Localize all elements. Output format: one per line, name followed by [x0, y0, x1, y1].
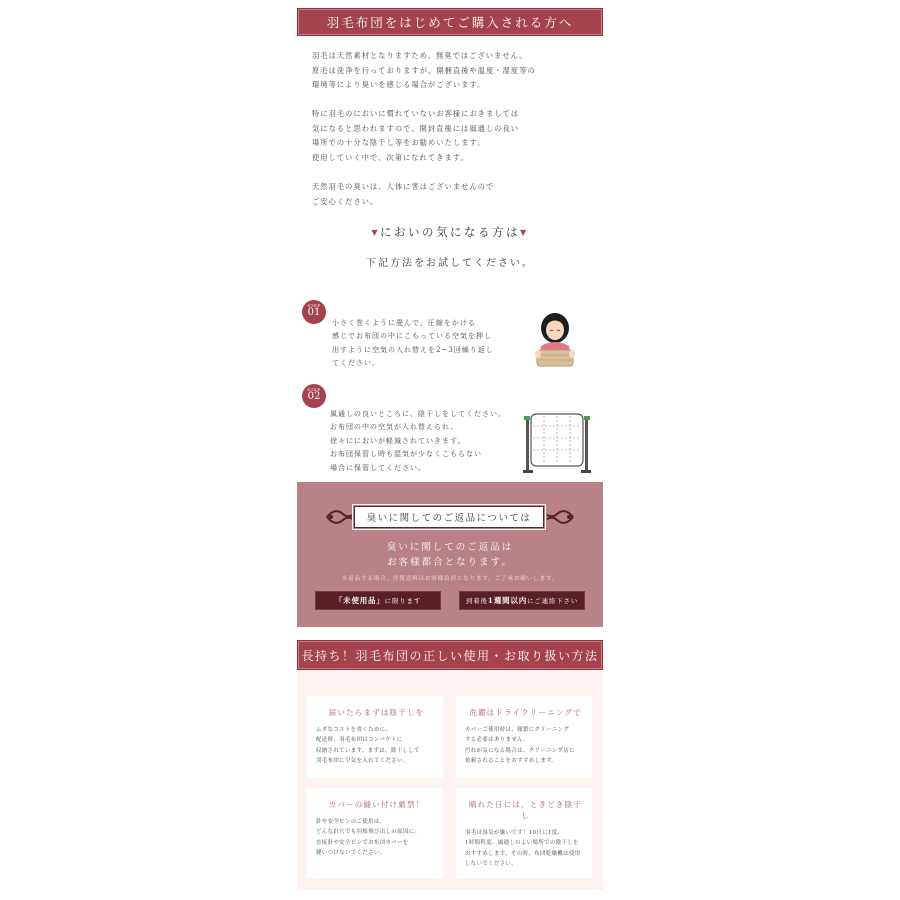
intro-paragraph: 特に羽毛のにおいに慣れていないお客様におきましては 気になると思われますので、開封直後には風通しの良い 場所での十分な陰干し等をお勧めいたします。 使用していく中で、次第になれてきます。	[312, 109, 520, 163]
smell-title-text: においの気になる方は	[380, 224, 520, 239]
page-column	[297, 8, 603, 867]
return-policy-line: お客様都合となります。	[387, 557, 513, 568]
intro-text	[297, 36, 603, 209]
step-badge-label: STEP	[307, 387, 321, 392]
within-week-bold: 1週間以内	[487, 596, 527, 605]
care-card-body: ムダなコストを省くために、 配送時、羽毛布団はコンパクトに 収納されています。まずは、陰干しして 羽毛布団に空気を入れてください。	[316, 727, 420, 764]
step-text: 風通しの良いところに、陰干しをしてください。 お布団の中の空気が入れ替えられ、 徐々ににおいが軽減されていきます。 お布団保管し時も湿気が少なくこもらない 場合に保管してください。	[330, 410, 506, 472]
section-title: 羽毛布団をはじめてご購入される方へ	[326, 15, 574, 30]
care-card	[307, 788, 443, 878]
smell-subtitle: 下記方法をお試してください。	[366, 257, 534, 269]
care-card	[456, 788, 592, 878]
step-badge-label: STEP	[307, 303, 321, 308]
intro-paragraph: 天然羽毛の臭いは、人体に害はございませんので ご安心ください。	[312, 182, 495, 206]
woman-folding-futon-illustration	[529, 308, 581, 376]
care-card	[307, 696, 443, 778]
return-policy-banner: 臭いに関してのご返品については	[354, 506, 544, 528]
step-badge-number: 01	[307, 307, 321, 318]
unused-only-label	[315, 591, 441, 610]
smell-title	[297, 224, 603, 240]
unused-only-rest: に限ります	[384, 597, 422, 605]
care-card-body: カバーご使用時は、頻繁にクリーニング する必要はありません。 汚れが気になる場合は、クリーニング店に 依頼されることをおすすめします。	[465, 727, 575, 764]
step-badge-number: 02	[307, 391, 321, 402]
unused-only-bold: 「未使用品」	[334, 596, 385, 605]
futon-drying-rack-illustration	[523, 412, 593, 474]
step-badge	[302, 384, 326, 408]
intro-paragraph: 羽毛は天然素材となりますため、無臭ではございません。 原毛は洗浄を行っておりますが、開梱直後や温度・湿度等の 環境等により臭いを感じる場合がございます。	[312, 51, 536, 90]
within-one-week-label	[459, 591, 585, 610]
triangle-down-icon: ▼	[520, 227, 529, 237]
return-policy-line: 臭いに関してのご返品は	[386, 542, 514, 553]
care-card-title: 晴れた日には、ときどき陰干し	[468, 800, 583, 820]
step-text: 小さく巻くように畳んで、圧縮をかける 感じでお布団の中にこもっている空気を押し 出すように空気の入れ替えを2~3回繰り返し てください。	[332, 319, 494, 368]
care-card-body: 羽毛は湿気が嫌いです！10日に1度、 1時間程度、風通しのよい場所での陰干しを おすすめします。その時、布団乾燥機は使用 しないでください。	[465, 830, 581, 867]
section-header	[297, 8, 603, 36]
care-panel	[297, 670, 603, 890]
care-card	[456, 696, 592, 778]
care-section-header	[297, 640, 603, 670]
return-policy-panel	[297, 482, 603, 627]
within-week-rest: にご連絡下さい	[527, 597, 579, 605]
care-card-title: 届いたらまずは陰干しを	[328, 708, 425, 717]
care-card-title: 洗濯はドライクリーニングで	[469, 708, 582, 717]
within-week-pre: 到着後	[465, 597, 488, 605]
care-card-body: 針や安全ピンのご使用は、 どんな針穴でも羽根飛び出しの原因に。 直接針や安全ピンでお布団カバーを 縫いつけないでください。	[316, 819, 421, 856]
step-badge	[302, 300, 326, 324]
care-section-title: 長持ち！羽毛布団の正しい使用・お取り扱い方法	[301, 648, 599, 663]
triangle-down-icon: ▼	[371, 227, 380, 237]
return-policy-note: ※返品する場合、往復送料はお客様負担となります。ご了承お願いします。	[341, 576, 559, 582]
care-card-title: カバーの縫い付け厳禁！	[328, 800, 425, 809]
